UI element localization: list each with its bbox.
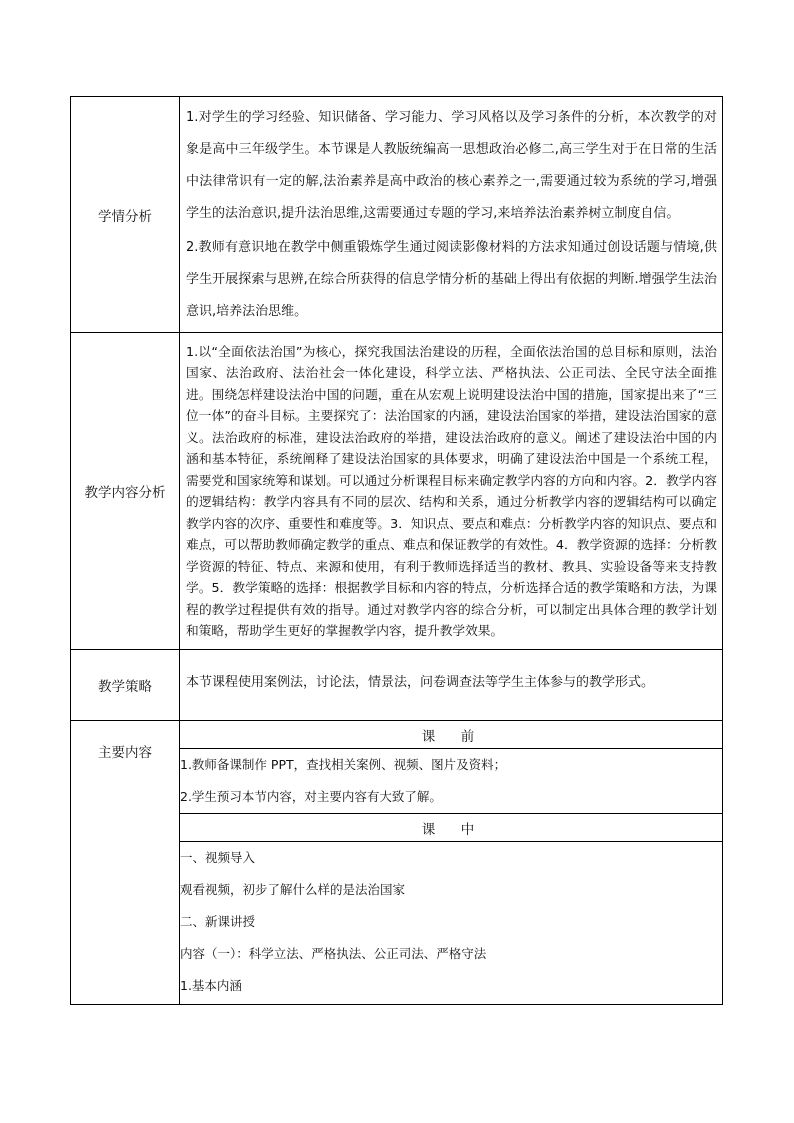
in-class-list [180,842,722,1005]
in-class-item-1: 一、视频导入 [180,850,256,865]
strategy-content [180,650,723,721]
in-class-item-4: 内容（一）：科学立法、严格执法、公正司法、严格守法 [180,946,487,961]
main-content-cell [180,721,723,1005]
strategy-text: 本节课程使用案例法，讨论法，情景法，问卷调查法等学生主体参与的教学形式。 [186,674,655,690]
main-content-label: 主要内容 [98,745,152,761]
learner-analysis-content [180,97,723,333]
content-analysis-content [180,333,723,650]
in-class-item-3: 二、新课讲授 [180,914,256,929]
learner-analysis-row [71,97,723,333]
before-class-list [180,749,722,814]
learner-analysis-label: 学情分析 [71,97,180,333]
main-content-row [71,721,723,1005]
before-class-item-2: 2.学生预习本节内容，对主要内容有大致了解。 [180,789,442,804]
learner-analysis-paragraph-2: 2.教师有意识地在教学中侧重锻炼学生通过阅读影像材料的方法求知通过创设话题与情境,供学生开展探索与思辨,在综合所获得的信息学情分析的基础上得出有依据的判断.增强学生法治意识,培养法治思维。 [186,239,717,319]
strategy-row [71,650,723,721]
learner-analysis-paragraph-1: 1.对学生的学习经验、知识储备、学习能力、学习风格以及学习条件的分析，本次教学的对象是高中三年级学生。本节课是人教版统编高一思想政治必修二,高三学生对于在日常的生活中法律常识有一定的解,法治素养是高中政治的核心素养之一,需要通过较为系统的学习,增强学生的法治意识,提升法治思维,这需要通过专题的学习,来培养法治素养树立制度自信。 [186,109,717,221]
before-class-item-1: 1.教师备课制作 PPT，查找相关案例、视频、图片及资料； [180,757,507,772]
main-content-label-cell [71,721,180,1005]
before-class-heading: 课 前 [421,728,481,745]
in-class-item-5: 1.基本内涵 [180,978,242,993]
content-analysis-text: 1.以“全面依法治国”为核心，探究我国法治建设的历程，全面依法治国的总目标和原则，法治国家、法治政府、法治社会一体化建设，科学立法、严格执法、公正司法、全民守法全面推进。围绕怎样建设法治中国的问题，重在从宏观上说明建设法治中国的措施，国家提出来了“三位一体”的奋斗目标。主要探究了：法治国家的内涵，建设法治国家的举措，建设法治国家的意义。法治政府的标准，建设法治政府的举措，建设法治政府的意义。阐述了建设法治中国的内涵和基本特征，系统阐释了建设法治国家的具体要求，明确了建设法治中国是一个系统工程，需要党和国家统筹和谋划。可以通过分析课程目标来确定教学内容的方向和内容。2．教学内容的逻辑结构：教学内容具有不同的层次、结构和关系，通过分析教学内容的逻辑结构可以确定教学内容的次序、重要性和难度等。3．知识点、要点和难点：分析教学内容的知识点、要点和难点，可以帮助教师确定教学的重点、难点和保证教学的有效性。4．教学资源的选择：分析教学资源的特征、特点、来源和使用，有利于教师选择适当的教材、教具、实验设备等来支持教学。5．教学策略的选择：根据教学目标和内容的特点，分析选择合适的教学策略和方法，为课程的教学过程提供有效的指导。通过对教学内容的综合分析，可以制定出具体合理的教学计划和策略，帮助学生更好的掌握教学内容，提升教学效果。 [186,343,717,638]
content-analysis-row [71,333,723,650]
main-content-inner-table [180,721,722,1004]
lesson-plan-table [70,96,723,1005]
strategy-label: 教学策略 [71,650,180,721]
content-analysis-label: 教学内容分析 [71,333,180,650]
in-class-heading: 课 中 [180,814,722,842]
in-class-item-2: 观看视频，初步了解什么样的是法治国家 [180,882,406,897]
